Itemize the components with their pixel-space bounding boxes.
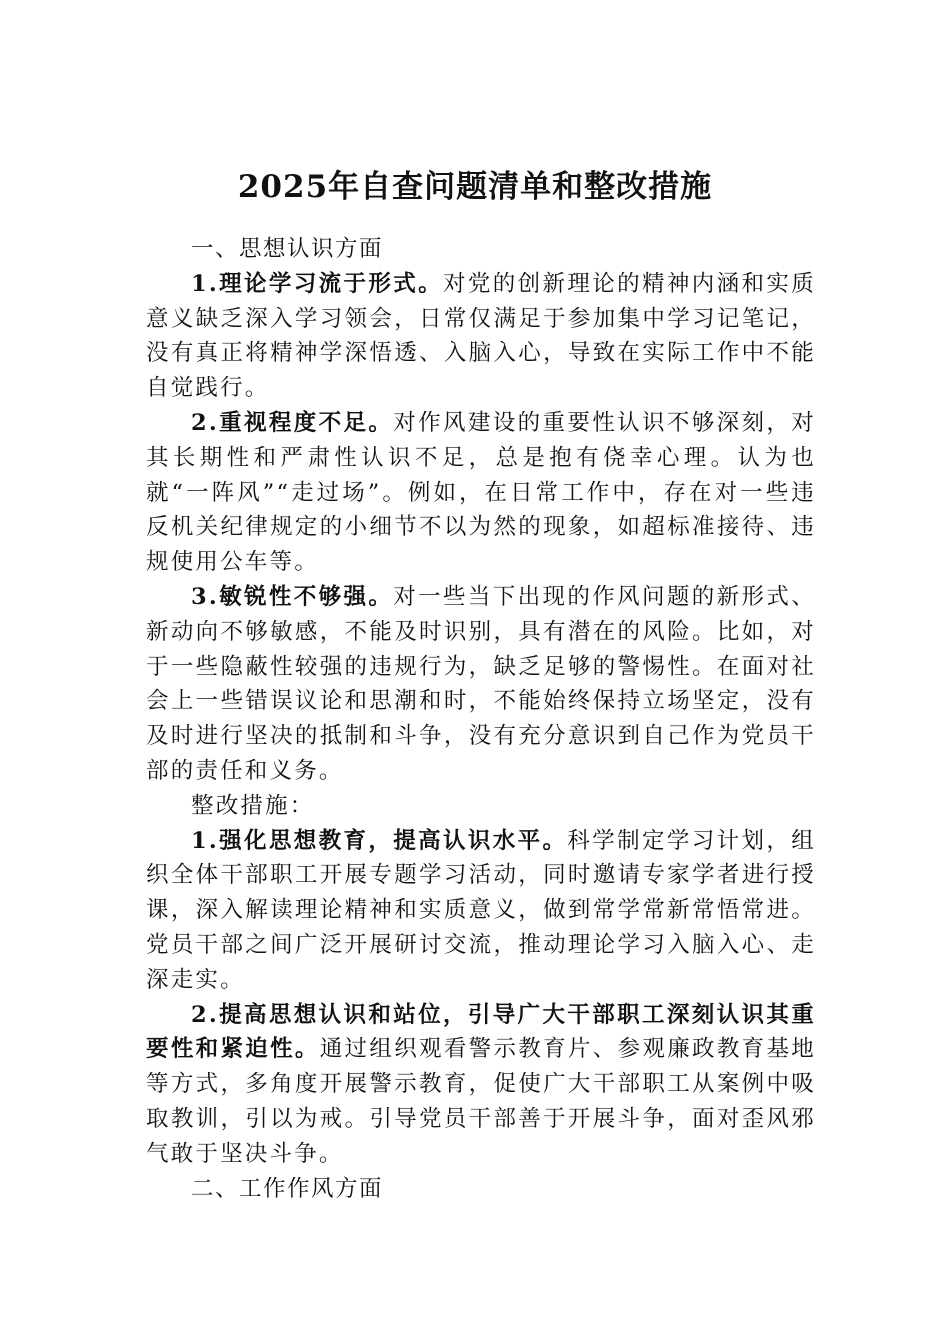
problem-item-3-lead: 3.敏锐性不够强。 xyxy=(191,583,394,610)
problem-item-3 xyxy=(146,580,816,789)
measures-label: 整改措施： xyxy=(191,792,315,819)
measure-item-1 xyxy=(146,824,816,998)
section-heading-1: 一、思想认识方面 xyxy=(191,236,384,262)
document-body xyxy=(146,232,816,1206)
document-title: 2025年自查问题清单和整改措施 xyxy=(237,169,713,205)
measure-item-2-text: 通过组织观看警示教育片、参观廉政教育基地等方式，多角度开展警示教育，促使广大干部职工从案例中吸取教训，引以为戒。引导党员干部善于开展斗争，面对歪风邪气敢于坚决斗争。 xyxy=(146,1036,816,1167)
problem-item-1 xyxy=(146,267,816,406)
problem-item-1-lead: 1.理论学习流于形式。 xyxy=(191,270,443,297)
problem-item-2-text: 对作风建设的重要性认识不够深刻，对其长期性和严肃性认识不足，总是抱有侥幸心理。认为也就“一阵风”“走过场”。例如，在日常工作中，存在对一些违反机关纪律规定的小细节不以为然的现象，如超标准接待、违规使用公车等。 xyxy=(146,409,816,576)
measure-item-1-lead: 1.强化思想教育，提高认识水平。 xyxy=(191,827,568,854)
measure-item-2 xyxy=(146,998,816,1172)
problem-item-1-text: 对党的创新理论的精神内涵和实质意义缺乏深入学习领会，日常仅满足于参加集中学习记笔记，没有真正将精神学深悟透、入脑入心，导致在实际工作中不能自觉践行。 xyxy=(146,270,816,402)
problem-item-2-lead: 2.重视程度不足。 xyxy=(191,409,394,436)
problem-item-3-text: 对一些当下出现的作风问题的新形式、新动向不够敏感，不能及时识别，具有潜在的风险。比如，对于一些隐蔽性较强的违规行为，缺乏足够的警惕性。在面对社会上一些错误议论和思潮和时，不能始终保持立场坚定，没有及时进行坚决的抵制和斗争，没有充分意识到自己作为党员干部的责任和义务。 xyxy=(146,583,816,784)
measure-item-1-text: 科学制定学习计划，组织全体干部职工开展专题学习活动，同时邀请专家学者进行授课，深入解读理论精神和实质意义，做到常学常新常悟常进。党员干部之间广泛开展研讨交流，推动理论学习入脑入心、走深走实。 xyxy=(146,827,816,993)
problem-item-2 xyxy=(146,406,816,580)
section-heading-2: 二、工作作风方面 xyxy=(191,1175,384,1202)
measure-item-2-lead: 2.提高思想认识和站位，引导广大干部职工深刻认识其重要性和紧迫性。 xyxy=(146,1001,816,1063)
